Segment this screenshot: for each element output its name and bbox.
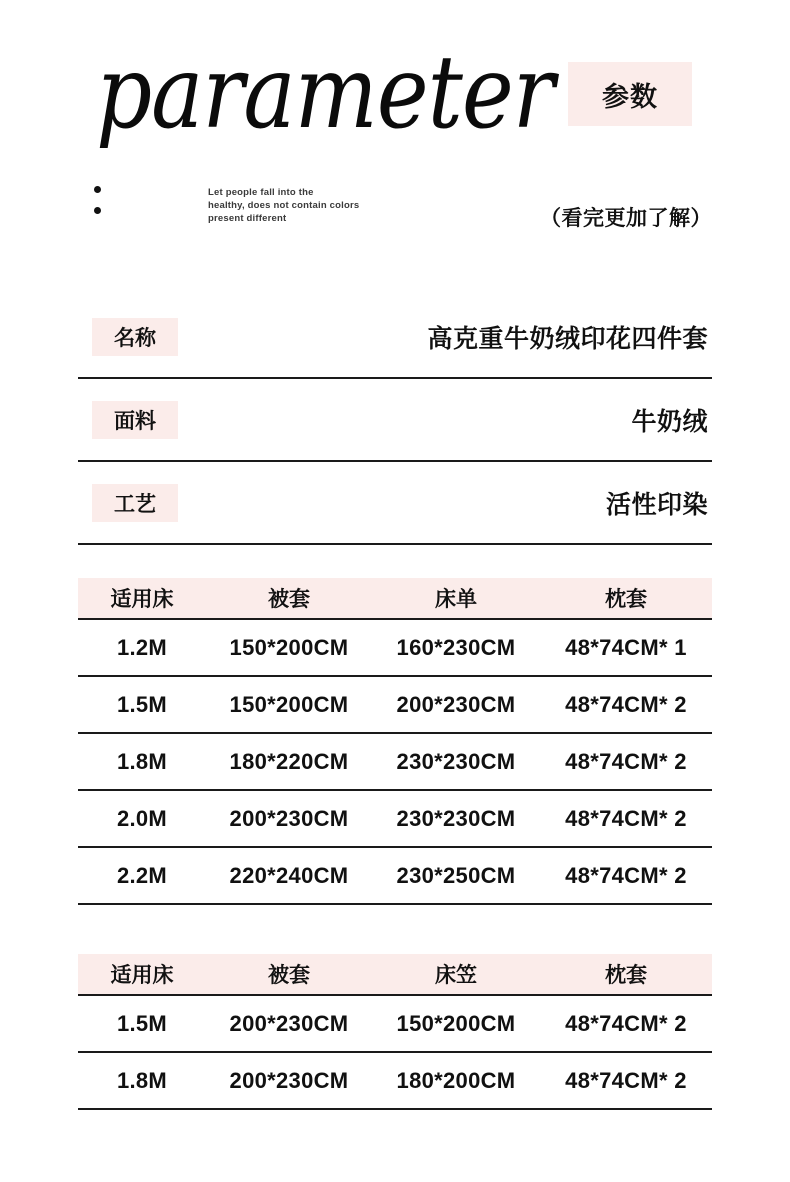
header-note: （看完更加了解）: [540, 207, 712, 230]
cell-bed-size: 1.8M: [116, 748, 168, 774]
column-header: 枕套: [605, 588, 647, 611]
cell-pillowcase: 48*74CM* 2: [565, 1010, 687, 1036]
page-header: [0, 0, 790, 250]
cell-bed-size: 1.8M: [116, 1067, 168, 1093]
cell-bed-sheet: 230*230CM: [396, 805, 516, 831]
table-row: [78, 996, 712, 1053]
spec-row: [78, 462, 712, 545]
cell-bed-size: 1.2M: [116, 634, 168, 660]
spec-row: [78, 379, 712, 462]
cell-duvet-cover: 200*230CM: [229, 805, 349, 831]
cell-fitted-sheet: 150*200CM: [396, 1010, 516, 1036]
cell-duvet-cover: 200*230CM: [229, 1067, 349, 1093]
cell-pillowcase: 48*74CM* 2: [565, 691, 687, 717]
bullet-dot: [94, 186, 101, 193]
column-header: 适用床: [110, 588, 174, 611]
cell-bed-size: 2.2M: [116, 862, 168, 888]
table-row: [78, 620, 712, 677]
spec-value: 高克重牛奶绒印花四件套: [427, 324, 708, 353]
cell-duvet-cover: 180*220CM: [229, 748, 349, 774]
cell-pillowcase: 48*74CM* 2: [565, 805, 687, 831]
cell-duvet-cover: 220*240CM: [229, 862, 349, 888]
cell-duvet-cover: 200*230CM: [229, 1010, 349, 1036]
spec-value: 牛奶绒: [631, 407, 708, 436]
cell-bed-sheet: 230*230CM: [396, 748, 516, 774]
table-header-row: [78, 578, 712, 618]
cell-duvet-cover: 150*200CM: [229, 691, 349, 717]
english-caption-line: present different: [208, 213, 287, 224]
parameter-badge: 参数: [568, 62, 692, 126]
english-caption-line: healthy, does not contain colors: [208, 200, 360, 211]
cell-pillowcase: 48*74CM* 2: [565, 1067, 687, 1093]
column-header: 被套: [268, 964, 310, 987]
column-header: 床单: [435, 588, 477, 611]
page-title: parameter: [96, 33, 554, 152]
table-row: [78, 677, 712, 734]
spec-list: [78, 296, 712, 545]
column-header: 枕套: [605, 964, 647, 987]
spec-value: 活性印染: [605, 490, 708, 519]
bullet-dot: [94, 207, 101, 214]
table-row: [78, 734, 712, 791]
size-table-fitted-sheet: [78, 954, 712, 1110]
cell-bed-size: 1.5M: [116, 1010, 168, 1036]
cell-bed-sheet: 160*230CM: [396, 634, 516, 660]
cell-duvet-cover: 150*200CM: [229, 634, 349, 660]
column-header: 适用床: [110, 964, 174, 987]
column-header: 被套: [268, 588, 310, 611]
english-caption-line: Let people fall into the: [208, 187, 314, 198]
table-header-row: [78, 954, 712, 994]
table-row: [78, 1053, 712, 1110]
cell-bed-size: 2.0M: [116, 805, 168, 831]
cell-bed-sheet: 230*250CM: [396, 862, 516, 888]
spec-key: 工艺: [92, 484, 178, 522]
table-row: [78, 791, 712, 848]
spec-key: 面料: [92, 401, 178, 439]
spec-row: [78, 296, 712, 379]
english-caption: [208, 186, 359, 225]
bullet-decoration: [94, 186, 108, 228]
cell-bed-sheet: 200*230CM: [396, 691, 516, 717]
cell-pillowcase: 48*74CM* 2: [565, 862, 687, 888]
table-row: [78, 848, 712, 905]
spec-key: 名称: [92, 318, 178, 356]
column-header: 床笠: [435, 964, 477, 987]
cell-pillowcase: 48*74CM* 1: [565, 634, 687, 660]
cell-pillowcase: 48*74CM* 2: [565, 748, 687, 774]
cell-fitted-sheet: 180*200CM: [396, 1067, 516, 1093]
size-table-bedsheet: [78, 578, 712, 905]
cell-bed-size: 1.5M: [116, 691, 168, 717]
